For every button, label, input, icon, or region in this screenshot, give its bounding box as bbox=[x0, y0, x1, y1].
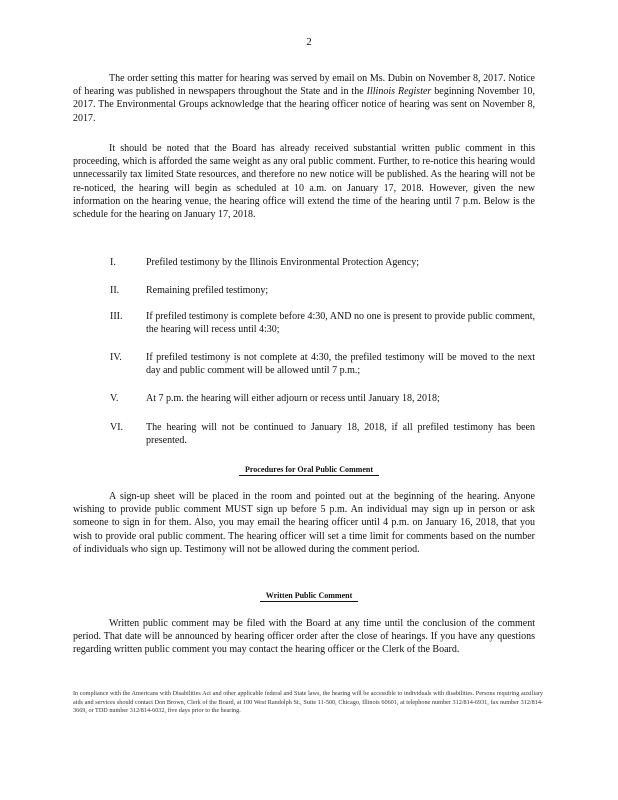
paragraph-schedule-intro: It should be noted that the Board has already received substantial written public comment in this proceeding, which is afforded the same weight as any oral public comment. Further, to re-notice this hearing would unnecessarily tax limited State resources, and therefore no new notice will be published. As the hearing will not be re-noticed, the hearing will begin as scheduled at 10 a.m. on January 17, 2018. However, given the new information on the hearing venue, the hearing office will extend the time of the hearing until 7 p.m. Below is the schedule for the hearing on January 17, 2018. bbox=[73, 143, 535, 221]
accessibility-footnote: In compliance with the Americans with Disabilities Act and other applicable federal and State laws, the hearing will be accessible to individuals with disabilities. Persons requiring auxiliary aids and services should contact Don Brown, Clerk of the Board, at 100 West Randolph St., Suite 11-500, Chicago, Illinois 60601, at telephone number 312/814-6931, fax number 312/814-3669, or TDD number 312/814-6032, five days prior to the hearing. bbox=[73, 690, 543, 715]
schedule-item-text: If prefiled testimony is not complete at 4:30, the prefiled testimony will be moved to the next day and public comment will be allowed until 7 p.m.; bbox=[146, 352, 535, 377]
schedule-item-text: Remaining prefiled testimony; bbox=[146, 285, 269, 296]
paragraph-oral-comment: A sign-up sheet will be placed in the room and pointed out at the beginning of the hearing. Anyone wishing to provide public comment MUST sign up before 5 p.m. An individual may sign up in person or ask someone to sign in for them. Also, you may email the hearing officer until 4 p.m. on January 16, 2018, that you wish to provide oral public comment. The hearing officer will set a time limit for comments based on the number of individuals who sign up. Testimony will not be allowed during the comment period. bbox=[73, 491, 535, 555]
schedule-item-text: At 7 p.m. the hearing will either adjourn or recess until January 18, 2018; bbox=[146, 393, 440, 404]
page-number: 2 bbox=[306, 36, 312, 48]
oral-comment-heading: Procedures for Oral Public Comment bbox=[0, 465, 618, 476]
schedule-item-text: Prefiled testimony by the Illinois Environmental Protection Agency; bbox=[146, 257, 420, 268]
schedule-item-number: V. bbox=[110, 393, 119, 404]
schedule-item-text: The hearing will not be continued to January 18, 2018, if all prefiled testimony has been presented. bbox=[146, 422, 535, 447]
paragraph-1-end: beginning November 10, 2017. The Environmental Groups acknowledge that the hearing officer notice of hearing was sent on November 8, 2017. bbox=[73, 86, 535, 124]
schedule-item-number: I. bbox=[110, 257, 116, 268]
schedule-item-number: VI. bbox=[110, 422, 124, 433]
schedule-item-number: II. bbox=[110, 285, 120, 296]
illinois-register-italic: Illinois Register bbox=[366, 86, 432, 98]
written-comment-heading: Written Public Comment bbox=[0, 591, 618, 602]
schedule-item-number: IV. bbox=[110, 352, 122, 363]
paragraph-service-notice bbox=[73, 72, 535, 125]
paragraph-1-start: The order setting this matter for hearing was served by email on Ms. Dubin on November 8, 2017. Notice of hearing was published in newspapers throughout the State and in the bbox=[73, 73, 535, 98]
schedule-item-number: III. bbox=[110, 311, 123, 322]
paragraph-written-comment: Written public comment may be filed with the Board at any time until the conclusion of the comment period. That date will be announced by hearing officer order after the close of hearings. If you have any questions regarding written public comment you may contact the hearing officer or the Clerk of the Board. bbox=[73, 618, 535, 656]
schedule-item-text: If prefiled testimony is complete before 4:30, AND no one is present to provide public comment, the hearing will recess until 4:30; bbox=[146, 311, 535, 336]
